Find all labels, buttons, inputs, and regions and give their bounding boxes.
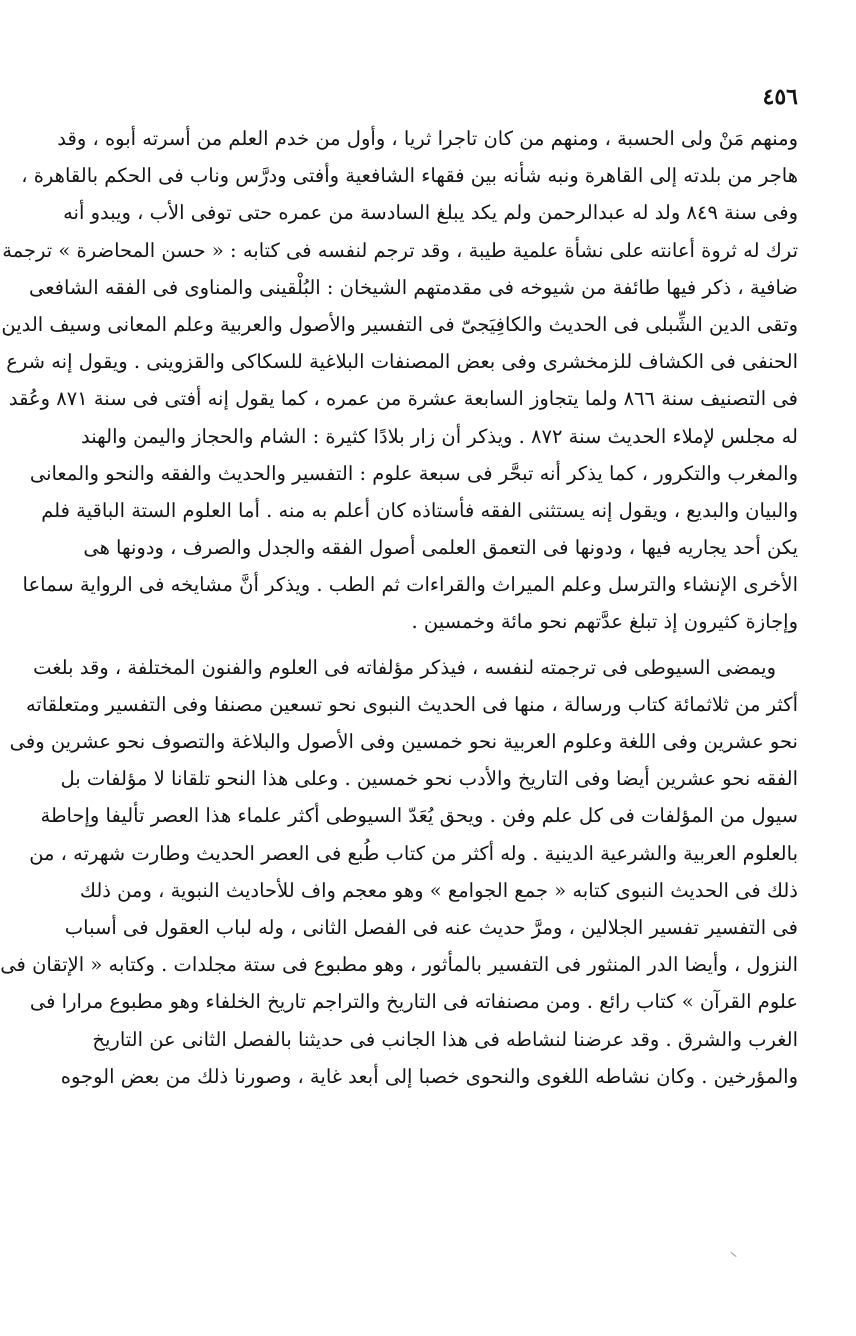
text-line: والبيان والبديع ، ويقول إنه يستثنى الفقه فأستاذه كان أعلم به منه . أما العلوم الستة الباقية فلم <box>41 498 798 522</box>
text-line: وإجازة كثيرون إذ تبلغ عدَّتهم نحو مائة وخمسين . <box>411 610 798 634</box>
text-line: والمؤرخين . وكان نشاطه اللغوى والنحوى خصبا إلى أبعد غاية ، وصورنا ذلك من بعض الوجوه <box>60 1064 798 1088</box>
text-line: ويمضى السيوطى فى ترجمته لنفسه ، فيذكر مؤلفاته فى العلوم والفنون المختلفة ، وقد بلغت <box>33 655 776 679</box>
text-line: فى التصنيف سنة ٨٦٦ ولما يتجاوز السابعة عشرة من عمره ، كما يقول إنه أفتى فى سنة ٨٧١ وعُقد <box>8 387 798 411</box>
text-line: ذلك فى الحديث النبوى كتابه « جمع الجوامع » وهو معجم واف للأحاديث النبوية ، ومن ذلك <box>79 878 798 902</box>
paragraph-2 <box>0 649 798 1095</box>
body-text <box>0 120 798 1095</box>
text-line: والمغرب والتكرور ، كما يذكر أنه تبحَّر فى سبعة علوم : التفسير والحديث والفقه والنحو والمعانى <box>29 461 798 485</box>
text-line: النزول ، وأيضا الدر المنثور فى التفسير بالمأثور ، وهو مطبوع فى ستة مجلدات . وكتابه « الإتقان فى <box>0 953 798 977</box>
text-line: نحو عشرين وفى اللغة وعلوم العربية نحو خمسين وفى الأصول والبلاغة والتصوف نحو عشرين وفى <box>9 730 798 753</box>
text-line: الفقه نحو عشرين أيضا وفى التاريخ والأدب نحو خمسين . وعلى هذا النحو تلقانا لا مؤلفات بل <box>60 767 798 791</box>
text-line: علوم القرآن » كتاب رائع . ومن مصنفاته فى التاريخ والتراجم تاريخ الخلفاء وهو مطبوع مرارا فى <box>29 990 798 1014</box>
text-line: الحنفى فى الكشاف للزمخشرى وفى بعض المصنفات البلاغية للسكاكى والقزوينى . ويقول إنه شرع <box>6 350 798 374</box>
text-line: ومنهم مَنْ ولى الحسبة ، ومنهم من كان تاجرا ثريا ، وأول من خدم العلم من أسرته أبوه ، وقد <box>57 127 798 150</box>
text-line: سيول من المؤلفات فى كل علم وفن . ويحق يُعَدّ السيوطى أكثر علماء هذا العصر تأليفا وإحاطة <box>40 804 798 828</box>
text-line: ترك له ثروة أعانته على نشأة علمية طيبة ، وقد ترجم لنفسه فى كتابه : « حسن المحاضرة » ترجمة <box>2 238 798 262</box>
paragraph-1 <box>1 120 798 641</box>
text-line: له مجلس لإملاء الحديث سنة ٨٧٢ . ويذكر أن زار بلادًا كثيرة : الشام والحجاز واليمن والهند <box>81 424 798 448</box>
text-line: وفى سنة ٨٤٩ ولد له عبدالرحمن ولم يكد يبلغ السادسة من عمره حتى توفى الأب ، ويبدو أنه <box>63 201 798 225</box>
text-line: وتقى الدين الشِّبلى فى الحديث والكافِيَجىّ فى التفسير والأصول والعربية وعلم المعانى وسيف الدين <box>1 312 798 336</box>
text-line: أكثر من ثلاثمائة كتاب ورسالة ، منها فى الحديث النبوى نحو تسعين مصنفا وفى التفسير ومتعلقاته <box>25 692 798 716</box>
text-line: هاجر من بلدته إلى القاهرة ونبه شأنه بين فقهاء الشافعية وأفتى ودرَّس وناب فى الحكم بالقاهرة ، <box>21 164 798 188</box>
scan-speck <box>730 1252 736 1257</box>
paragraph-gap <box>94 641 798 649</box>
text-line: بالعلوم العربية والشرعية الدينية . وله أكثر من كتاب طُبع فى العصر الحديث وطارت شهرته ، من <box>29 841 798 865</box>
text-line: الأخرى الإنشاء والترسل وعلم الميراث والقراءات ثم الطب . ويذكر أنَّ مشايخه فى الرواية سماعا <box>22 573 798 597</box>
text-line: فى التفسير تفسير الجلالين ، ومرَّ حديث عنه فى الفصل الثانى ، وله لباب العقول فى أسباب <box>64 915 798 939</box>
page-number: ٤٥٦ <box>762 84 798 110</box>
text-line: الغرب والشرق . وقد عرضنا لنشاطه فى هذا الجانب فى حديثنا بالفصل الثانى عن التاريخ <box>92 1027 798 1051</box>
text-line: ضافية ، ذكر فيها طائفة من شيوخه فى مقدمتهم الشيخان : البُلْقينى والمناوى فى الفقه الشافعى <box>28 275 798 299</box>
text-line: يكن أحد يجاريه فيها ، ودونها فى التعمق العلمى أصول الفقه والجدل والصرف ، ودونها هى <box>83 536 798 560</box>
